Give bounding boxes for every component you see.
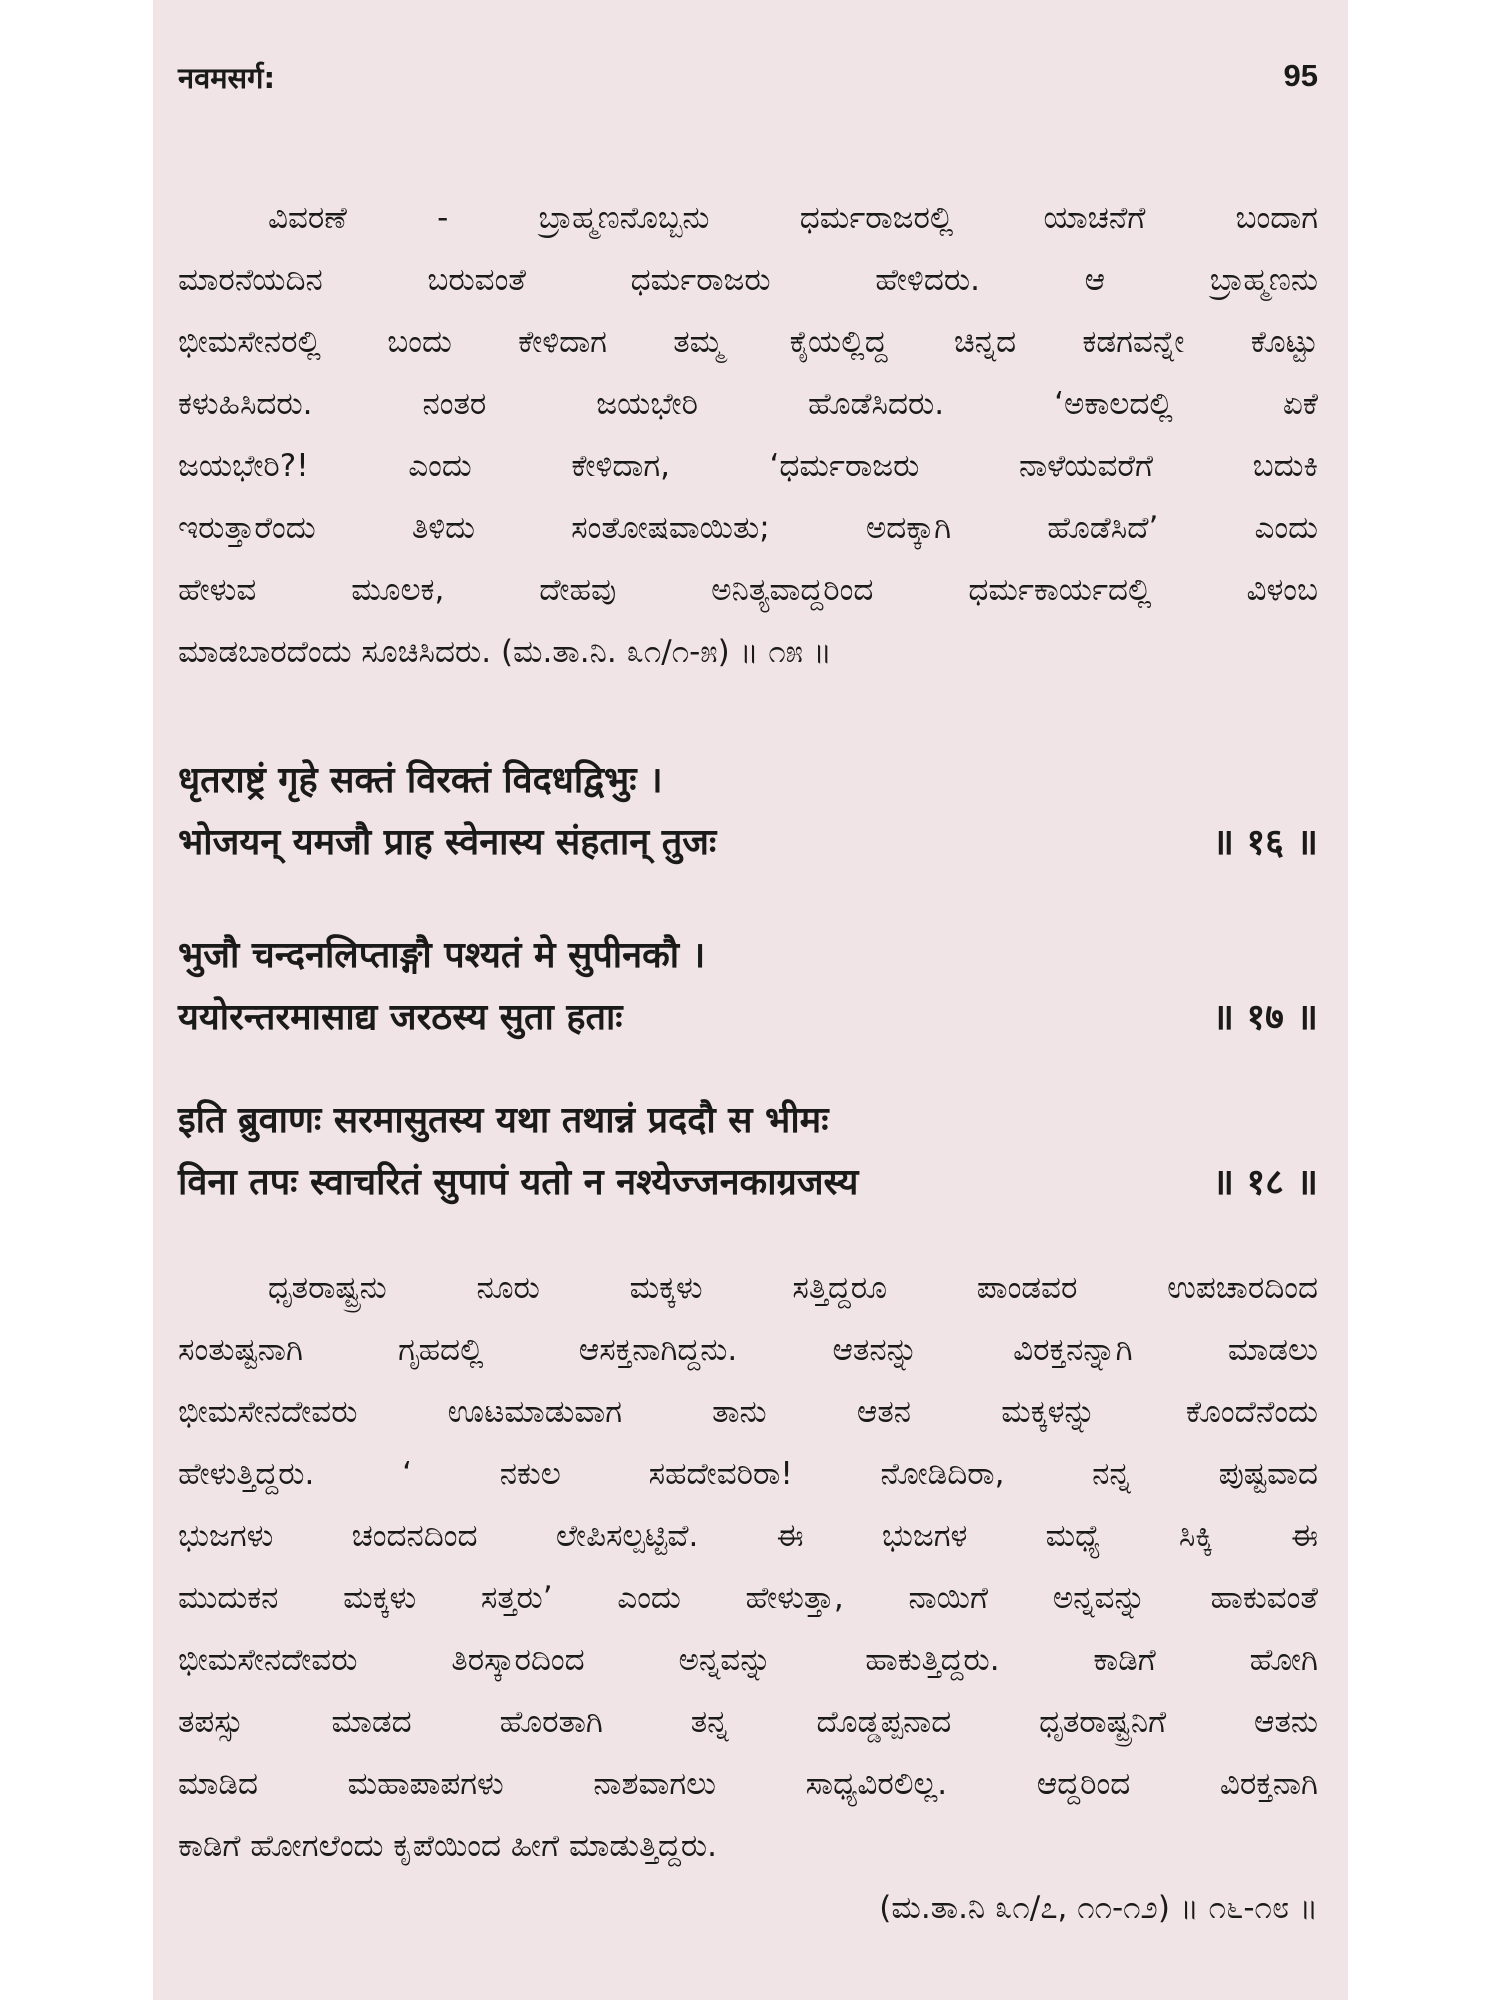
verse-line [178, 987, 1318, 1049]
text-line: ಹೇಳುವ ಮೂಲಕ, ದೇಹವು ಅನಿತ್ಯವಾದ್ದರಿಂದ ಧರ್ಮಕಾರ್ಯದಲ್ಲಿ ವಿಳಂಬ [178, 572, 1318, 608]
chapter-title: नवमसर्ग: [178, 61, 276, 95]
text-line: ಭೀಮಸೇನದೇವರು ಊಟಮಾಡುವಾಗ ತಾನು ಆತನ ಮಕ್ಕಳನ್ನು ಕೊಂದೆನೆಂದು [178, 1394, 1318, 1430]
text-line: ಮಾರನೆಯದಿನ ಬರುವಂತೆ ಧರ್ಮರಾಜರು ಹೇಳಿದರು. ಆ ಬ್ರಾಹ್ಮಣನು [178, 262, 1318, 298]
source-reference: (ಮ.ತಾ.ನಿ ೩೧/೭, ೧೧-೧೨) ॥ ೧೬-೧೮ ॥ [879, 1890, 1318, 1926]
verse-18 [178, 1090, 1318, 1214]
text-line: ಸಂತುಷ್ಟನಾಗಿ ಗೃಹದಲ್ಲಿ ಆಸಕ್ತನಾಗಿದ್ದನು. ಆತನನ್ನು ವಿರಕ್ತನನ್ನಾಗಿ ಮಾಡಲು [178, 1332, 1318, 1368]
verse-number: ॥ १६ ॥ [1212, 822, 1318, 863]
verse-line [178, 1152, 1318, 1214]
text-line: ಇರುತ್ತಾರೆಂದು ತಿಳಿದು ಸಂತೋಷವಾಯಿತು; ಅದಕ್ಕಾಗಿ ಹೊಡೆಸಿದೆ’ ಎಂದು [178, 510, 1318, 546]
text-line: ಮುದುಕನ ಮಕ್ಕಳು ಸತ್ತರು’ ಎಂದು ಹೇಳುತ್ತಾ, ನಾಯಿಗೆ ಅನ್ನವನ್ನು ಹಾಕುವಂತೆ [178, 1580, 1318, 1616]
text-line: ತಪಸ್ಸು ಮಾಡದ ಹೊರತಾಗಿ ತನ್ನ ದೊಡ್ಡಪ್ಪನಾದ ಧೃತರಾಷ್ಟ್ರನಿಗೆ ಆತನು [178, 1704, 1318, 1740]
verse-number: ॥ १७ ॥ [1212, 997, 1318, 1038]
book-page [153, 0, 1348, 2000]
verse-16 [178, 750, 1318, 874]
verse-number: ॥ १८ ॥ [1212, 1162, 1318, 1203]
text-line: ಕಾಡಿಗೆ ಹೋಗಲೆಂದು ಕೃಪೆಯಿಂದ ಹೀಗೆ ಮಾಡುತ್ತಿದ್ದರು. [178, 1828, 718, 1864]
text-line: ಧೃತರಾಷ್ಟ್ರನು ನೂರು ಮಕ್ಕಳು ಸತ್ತಿದ್ದರೂ ಪಾಂಡವರ ಉಪಚಾರದಿಂದ [268, 1270, 1318, 1306]
text-line: ಮಾಡಿದ ಮಹಾಪಾಪಗಳು ನಾಶವಾಗಲು ಸಾಧ್ಯವಿರಲಿಲ್ಲ. ಆದ್ದರಿಂದ ವಿರಕ್ತನಾಗಿ [178, 1766, 1318, 1802]
text-line: ಜಯಭೇರಿ?! ಎಂದು ಕೇಳಿದಾಗ, ‘ಧರ್ಮರಾಜರು ನಾಳೆಯವರೆಗೆ ಬದುಕಿ [178, 448, 1318, 484]
commentary-paragraph-2 [178, 1257, 1318, 1939]
verse-text: विना तपः स्वाचरितं सुपापं यतो न नश्येज्जनकाग्रजस्य [178, 1162, 859, 1203]
verse-line: भुजौ चन्दनलिप्ताङ्गौ पश्यतं मे सुपीनकौ । [178, 935, 706, 976]
text-line: ಭೀಮಸೇನರಲ್ಲಿ ಬಂದು ಕೇಳಿದಾಗ ತಮ್ಮ ಕೈಯಲ್ಲಿದ್ದ ಚಿನ್ನದ ಕಡಗವನ್ನೇ ಕೊಟ್ಟು [178, 324, 1318, 360]
verse-line [178, 812, 1318, 874]
text-line: ಹೇಳುತ್ತಿದ್ದರು. ‘ ನಕುಲ ಸಹದೇವರಿರಾ! ನೋಡಿದಿರಾ, ನನ್ನ ಪುಷ್ಟವಾದ [178, 1456, 1318, 1492]
commentary-paragraph-1 [178, 187, 1318, 683]
text-line: ಭೀಮಸೇನದೇವರು ತಿರಸ್ಕಾರದಿಂದ ಅನ್ನವನ್ನು ಹಾಕುತ್ತಿದ್ದರು. ಕಾಡಿಗೆ ಹೋಗಿ [178, 1642, 1318, 1678]
verse-text: भोजयन् यमजौ प्राह स्वेनास्य संहतान् तुजः [178, 822, 717, 863]
text-line: ವಿವರಣೆ - ಬ್ರಾಹ್ಮಣನೊಬ್ಬನು ಧರ್ಮರಾಜರಲ್ಲಿ ಯಾಚನೆಗೆ ಬಂದಾಗ [268, 200, 1318, 236]
verse-line: धृतराष्ट्रं गृहे सक्तं विरक्तं विदधद्विभुः । [178, 760, 663, 801]
verse-17 [178, 925, 1318, 1049]
verse-line: इति ब्रुवाणः सरमासुतस्य यथा तथान्नं प्रददौ स भीमः [178, 1100, 829, 1141]
text-line: ಭುಜಗಳು ಚಂದನದಿಂದ ಲೇಪಿಸಲ್ಪಟ್ಟಿವೆ. ಈ ಭುಜಗಳ ಮಧ್ಯೆ ಸಿಕ್ಕಿ ಈ [178, 1518, 1318, 1554]
text-line: ಕಳುಹಿಸಿದರು. ನಂತರ ಜಯಭೇರಿ ಹೊಡೆಸಿದರು. ‘ಅಕಾಲದಲ್ಲಿ ಏಕೆ [178, 386, 1318, 422]
page-number: 95 [1283, 58, 1318, 93]
text-line: ಮಾಡಬಾರದೆಂದು ಸೂಚಿಸಿದರು. (ಮ.ತಾ.ನಿ. ೩೧/೧-೫) ॥ ೧೫ ॥ [178, 634, 832, 670]
page-header [178, 58, 1318, 106]
verse-text: ययोरन्तरमासाद्य जरठस्य सुता हताः [178, 997, 623, 1038]
